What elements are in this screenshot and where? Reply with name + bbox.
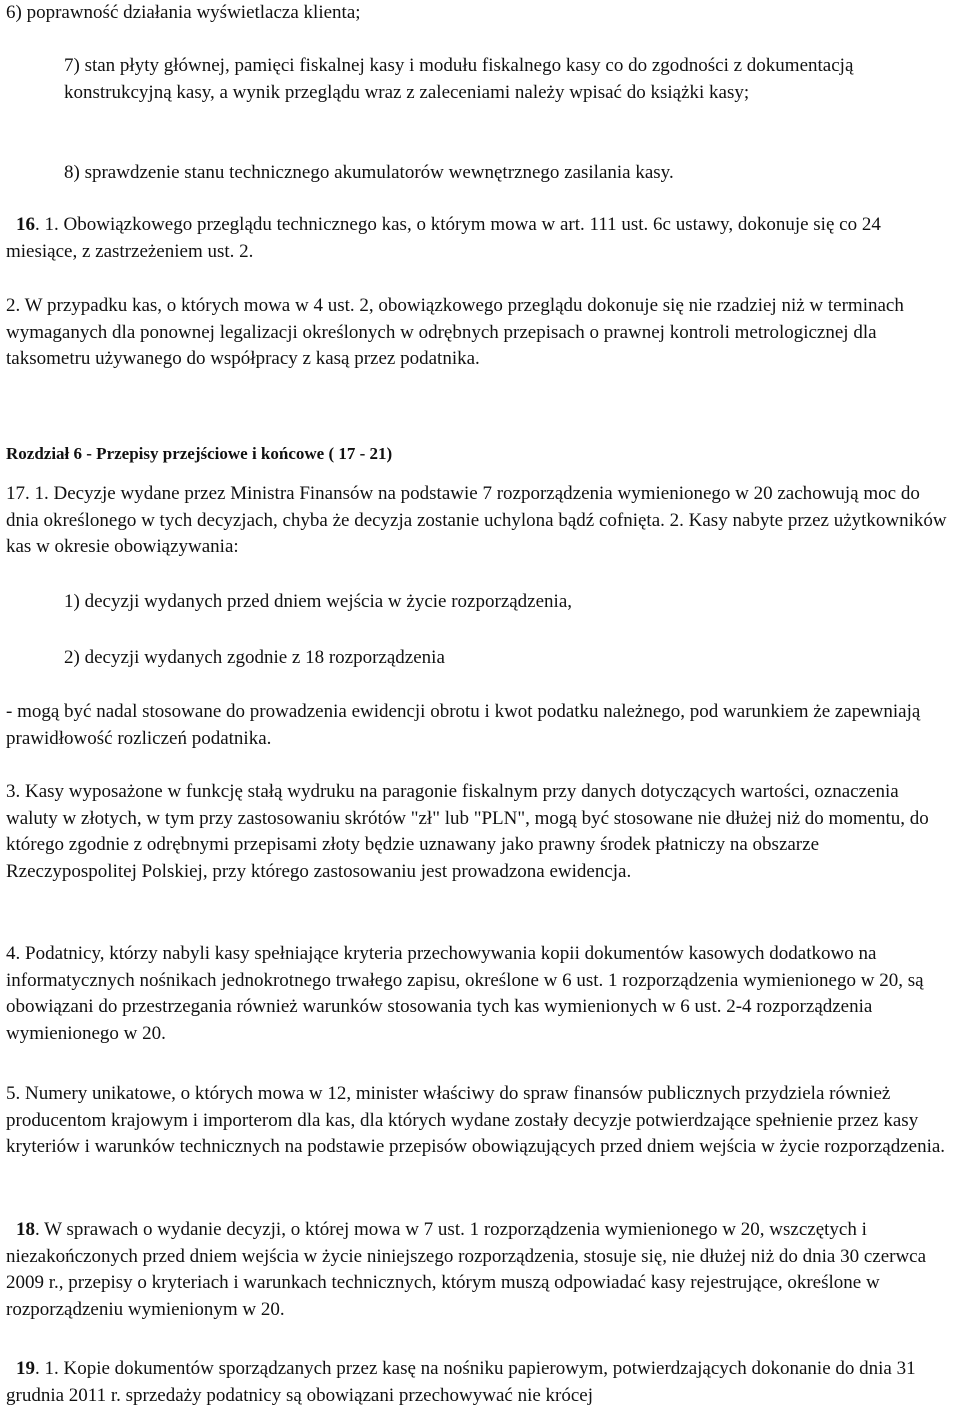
paragraph-section-17-4: 4. Podatnicy, którzy nabyli kasy spełniające kryteria przechowywania kopii dokumentów kasowych dodatkowo na informatycznych nośnikach jednokrotnego trwałego zapisu, określone w 6 ust. 1 rozporządzenia wymienionego w 20, są obowiązani do przestrzegania również warunków stosowania tych kas wymienionych w 6 ust. 2-4 rozporządzenia wymienionego w 20. — [6, 943, 924, 1044]
paragraph-section-17-3: 3. Kasy wyposażone w funkcję stałą wydruku na paragonie fiskalnym przy danych dotyczących wartości, oznaczenia waluty w złotych, w tym przy zastosowaniu skrótów "zł" lub "PLN", mogą być stosowane nie dłużej niż do momentu, do którego zgodnie z odrębnymi przepisami złoty będzie uznawany jako prawny środek płatniczy na obszarze Rzeczypospolitej Polskiej, przy którego zastosowaniu jest prowadzona ewidencja. — [6, 781, 929, 882]
section-number: 18 — [16, 1219, 35, 1240]
paragraph-item-8: 8) sprawdzenie stanu technicznego akumulatorów wewnętrznego zasilania kasy. — [64, 162, 674, 183]
list-item-decisions-2: 2) decyzji wydanych zgodnie z 18 rozporządzenia — [64, 647, 445, 668]
section-text: . 1. Kopie dokumentów sporządzanych przez kasę na nośniku papierowym, potwierdzających dokonanie do dnia 31 grudnia 2011 r. sprzedaży podatnicy są obowiązani przechowywać nie krócej — [6, 1358, 916, 1406]
chapter-heading: Rozdział 6 - Przepisy przejściowe i końcowe ( 17 - 21) — [6, 444, 393, 463]
section-number: 19 — [16, 1358, 35, 1379]
section-text: . W sprawach o wydanie decyzji, o której mowa w 7 ust. 1 rozporządzenia wymienionego w 20, wszczętych i niezakończonych przed dniem wejścia w życie niniejszego rozporządzenia, stosuje się, nie dłużej niż do dnia 30 czerwca 2009 r., przepisy o kryteriach i warunkach technicznych, którym muszą odpowiadać kasy rejestrujące, określone w rozporządzeniu wymienionym w 20. — [6, 1219, 927, 1320]
paragraph-section-17: 17. 1. Decyzje wydane przez Ministra Finansów na podstawie 7 rozporządzenia wymienionego w 20 zachowują moc do dnia określonego w tych decyzjach, chyba że decyzja zostanie uchylona bądź cofnięta. 2. Kasy nabyte przez użytkowników kas w okresie obowiązywania: — [6, 483, 947, 557]
paragraph-section-16 — [6, 212, 954, 265]
paragraph-section-17-5: 5. Numery unikatowe, o których mowa w 12, minister właściwy do spraw finansów publicznych przydziela również producentom krajowym i importerom dla kas, dla których wydane zostały decyzje potwierdzające spełnienie przez kasy kryteriów i warunków technicznych na podstawie przepisów obowiązujących przed dniem wejścia w życie rozporządzenia. — [6, 1083, 946, 1157]
list-item-decisions-1: 1) decyzji wydanych przed dniem wejścia w życie rozporządzenia, — [64, 591, 573, 612]
section-number: 16 — [16, 214, 35, 235]
paragraph-conclusion: - mogą być nadal stosowane do prowadzenia ewidencji obrotu i kwot podatku należnego, pod warunkiem że zapewniają prawidłowość rozliczeń podatnika. — [6, 701, 921, 749]
paragraph-section-19 — [6, 1356, 954, 1409]
paragraph-item-6: 6) poprawność działania wyświetlacza klienta; — [6, 2, 361, 23]
paragraph-item-7: 7) stan płyty głównej, pamięci fiskalnej kasy i modułu fiskalnego kasy co do zgodności z dokumentacją konstrukcyjną kasy, a wynik przeglądu wraz z zaleceniami należy wpisać do książki kasy; — [64, 55, 854, 103]
paragraph-section-16-2: 2. W przypadku kas, o których mowa w 4 ust. 2, obowiązkowego przeglądu dokonuje się nie rzadziej niż w terminach wymaganych dla ponownej legalizacji określonych w odrębnych przepisach o prawnej kontroli metrologicznej dla taksometru używanego do współpracy z kasą przez podatnika. — [6, 295, 904, 369]
section-text: . 1. Obowiązkowego przeglądu technicznego kas, o którym mowa w art. 111 ust. 6c ustawy, dokonuje się co 24 miesiące, z zastrzeżeniem ust. 2. — [6, 214, 881, 262]
paragraph-section-18 — [6, 1217, 954, 1323]
